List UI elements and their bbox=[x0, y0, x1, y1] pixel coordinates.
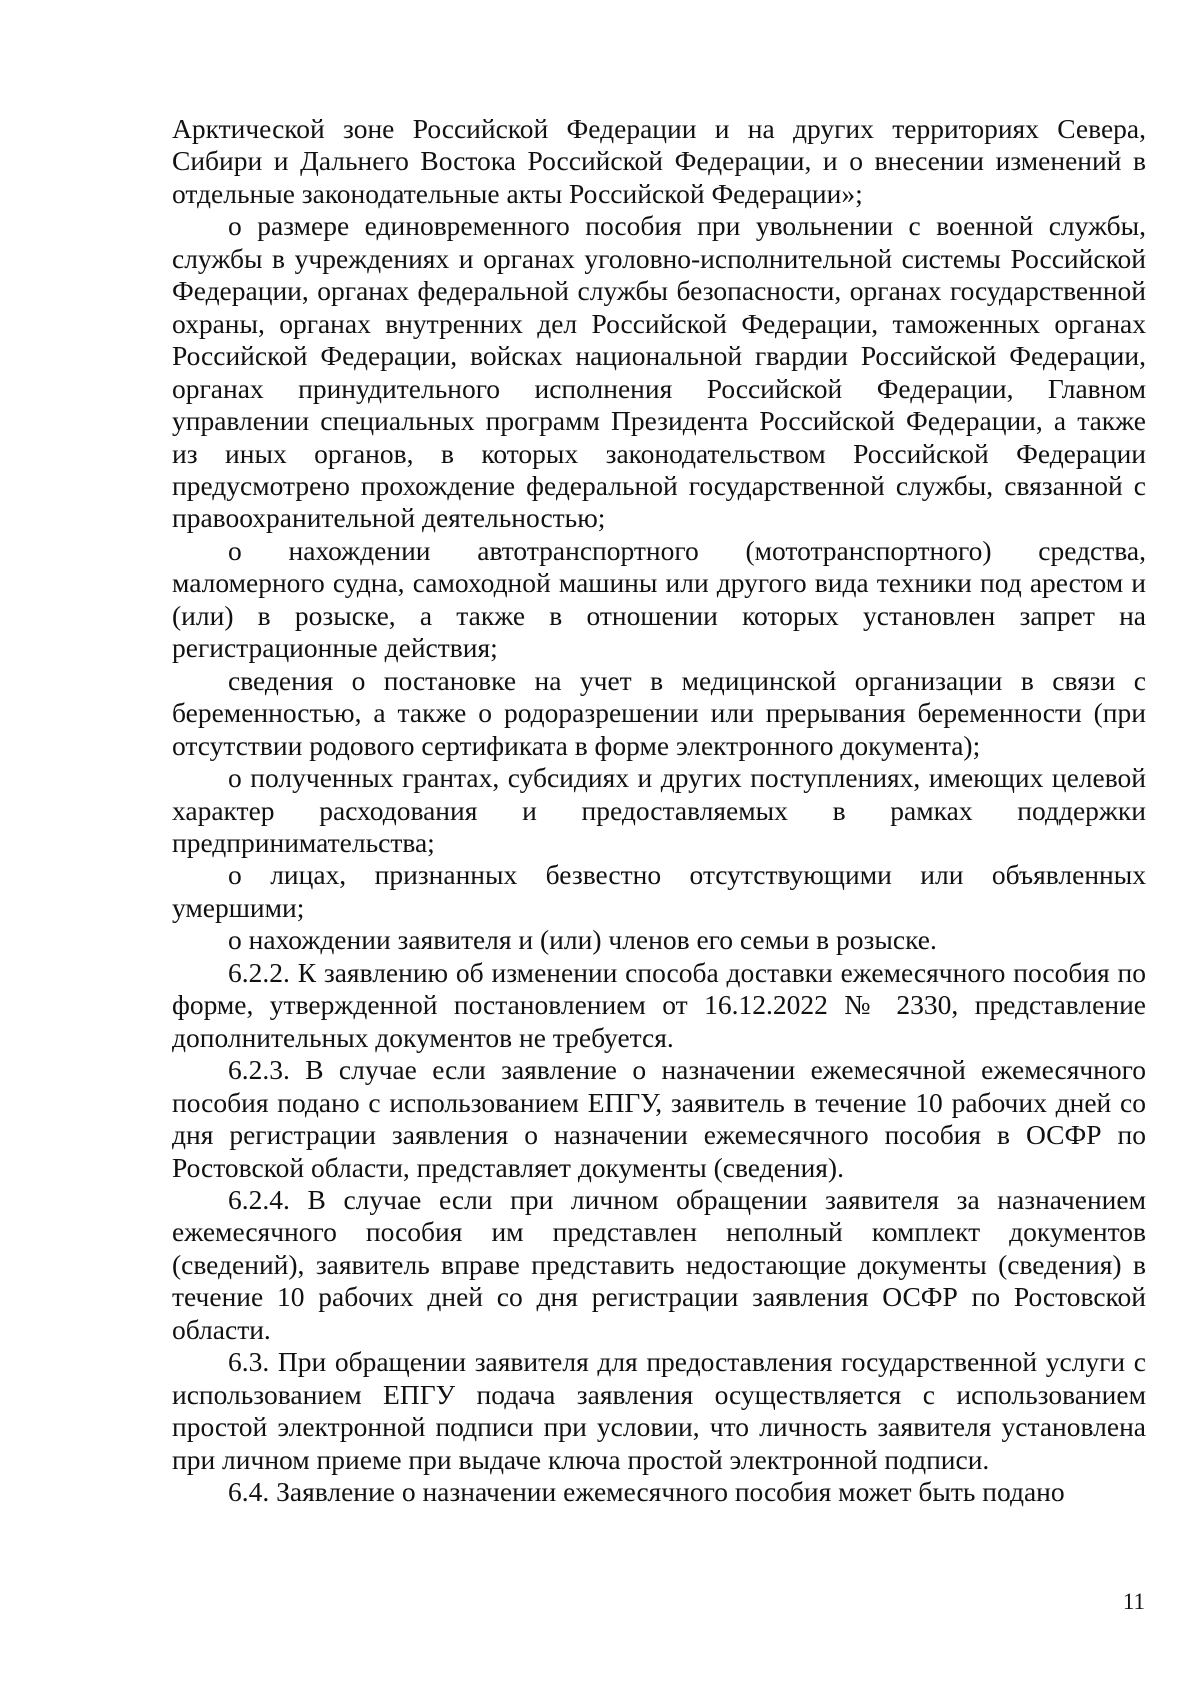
paragraph-vehicle-arrest: о нахождении автотранспортного (мототранспортного) средства, маломерного судна, самоходной машины или другого вида техники под арестом и (или) в розыске, а также в отношении которых установлен запрет на регистрационные действия; bbox=[172, 534, 1146, 664]
paragraph-6-2-3: 6.2.3. В случае если заявление о назначении ежемесячной ежемесячного пособия подано с использованием ЕПГУ, заявитель в течение 10 рабочих дней со дня регистрации заявления о назначении ежемесячного пособия в ОСФР по Ростовской области, представляет документы (сведения). bbox=[172, 1054, 1146, 1183]
paragraph-6-4: 6.4. Заявление о назначении ежемесячного пособия может быть подано bbox=[228, 1476, 1065, 1508]
paragraph-6-2-4: 6.2.4. В случае если при личном обращении заявителя за назначением ежемесячного пособия им представлен неполный комплект документов (сведений), заявитель вправе представить недостающие документы (сведения) в течение 10 рабочих дней со дня регистрации заявления ОСФР по Ростовской области. bbox=[172, 1183, 1146, 1345]
paragraph-severance-allowance: о размере единовременного пособия при увольнении с военной службы, службы в учреждениях и органах уголовно-исполнительной системы Российской Федерации, органах федеральной службы безопасности, органах государственной охраны, органах внутренних дел Российской Федерации, таможенных органах Российской Федерации, войсках национальной гвардии Российской Федерации, органах принудительного исполнения Российской Федерации, Главном управлении специальных программ Президента Российской Федерации, а также из иных органов, в которых законодательством Российской Федерации предусмотрено прохождение федеральной государственной службы, связанной с правоохранительной деятельностью; bbox=[172, 210, 1146, 534]
paragraph-missing-persons: о лицах, признанных безвестно отсутствующими или объявленных умершими; bbox=[172, 859, 1146, 923]
paragraph-applicant-wanted: о нахождении заявителя и (или) членов его семьи в розыске. bbox=[228, 924, 937, 956]
paragraph-6-3: 6.3. При обращении заявителя для предоставления государственной услуги с использованием ЕПГУ подача заявления осуществляется с использованием простой электронной подписи при условии, что личность заявителя установлена при личном приеме при выдаче ключа простой электронной подписи. bbox=[172, 1346, 1146, 1475]
paragraph-6-2-2: 6.2.2. К заявлению об изменении способа доставки ежемесячного пособия по форме, утвержденной постановлением от 16.12.2022 № 2330, представление дополнительных документов не требуется. bbox=[172, 956, 1146, 1053]
paragraph-pregnancy-registration: сведения о постановке на учет в медицинской организации в связи с беременностью, а также о родоразрешении или прерывания беременности (при отсутствии родового сертификата в форме электронного документа); bbox=[172, 664, 1146, 761]
page-number: 11 bbox=[1122, 1589, 1145, 1614]
paragraph-continuation: Арктической зоне Российской Федерации и на других территориях Севера, Сибири и Дальнего Востока Российской Федерации, и о внесении изменений в отдельные законодательные акты Российской Федерации»; bbox=[172, 113, 1146, 209]
paragraph-grants-subsidies: о полученных грантах, субсидиях и других поступлениях, имеющих целевой характер расходования и предоставляемых в рамках поддержки предпринимательства; bbox=[172, 762, 1146, 858]
document-body bbox=[172, 113, 1146, 1508]
